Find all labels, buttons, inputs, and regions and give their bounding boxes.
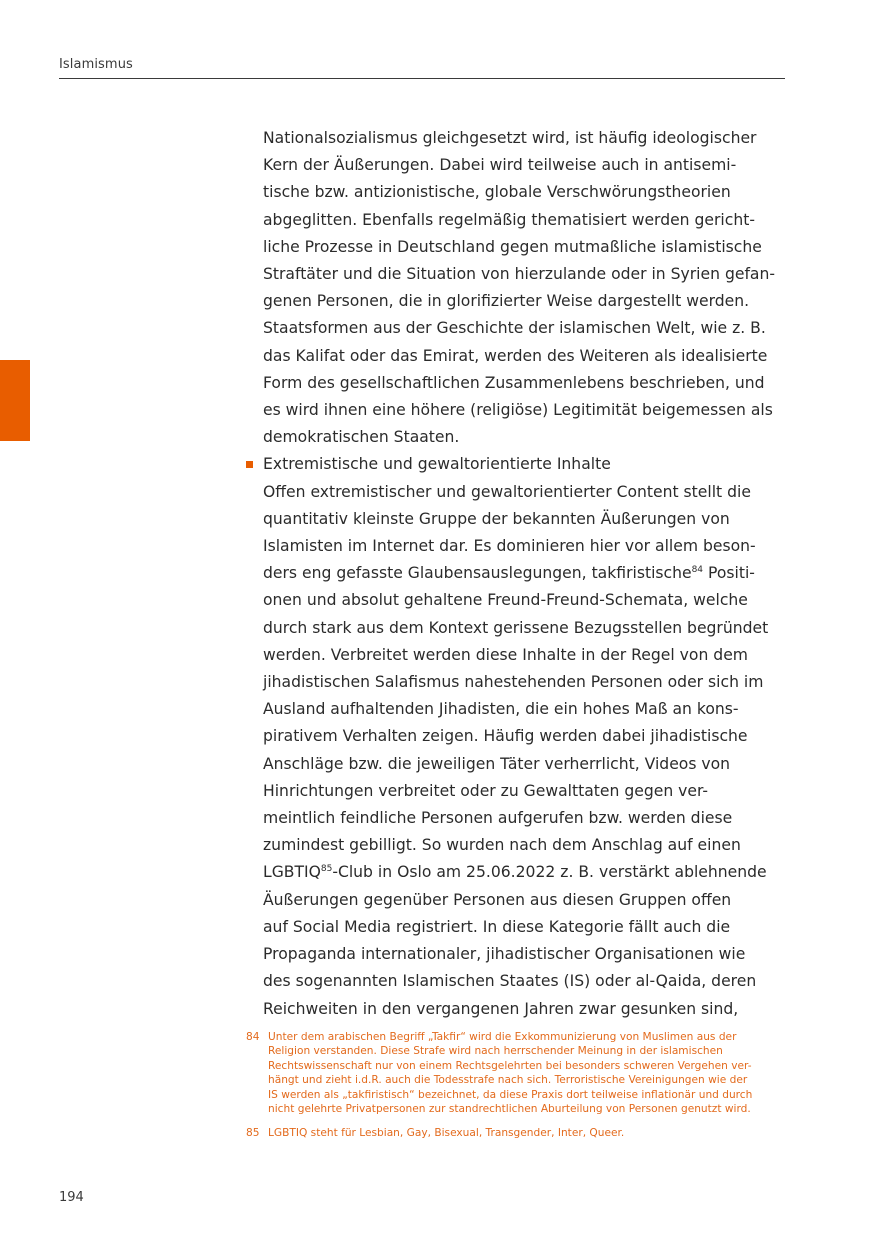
text-line: Ausland aufhaltenden Jihadisten, die ein hohes Maß an kons- [263, 700, 739, 719]
text-line: Offen extremistischer und gewaltorientierter Content stellt die [263, 482, 751, 501]
text-line: genen Personen, die in glorifizierter Weise dargestellt werden. [263, 292, 750, 311]
text-line: das Kalifat oder das Emirat, werden des Weiteren als idealisierte [263, 346, 768, 365]
text-line: quantitativ kleinste Gruppe der bekannten Äußerungen von [263, 509, 730, 528]
bullet-paragraph [263, 479, 793, 1023]
footnote-line: LGBTIQ steht für Lesbian, Gay, Bisexual, Transgender, Inter, Queer. [268, 1127, 625, 1140]
footnote-line: Unter dem arabischen Begriff „Takfir“ wird die Exkommunizierung von Muslimen aus der [268, 1031, 737, 1043]
text-segment: ders eng gefasste Glaubensauslegungen, takfiristische [263, 564, 692, 583]
footnote-line: IS werden als „takfiristisch“ bezeichnet, da diese Praxis dort teilweise inflationär und durch [268, 1088, 753, 1101]
text-line: pirativem Verhalten zeigen. Häufig werden dabei jihadistische [263, 727, 748, 746]
text-segment: LGBTIQ [263, 863, 321, 882]
page-number: 194 [59, 1190, 84, 1205]
text-segment: -Club in Oslo am 25.06.2022 z. B. verstärkt ablehnende [332, 863, 767, 882]
text-line: Kern der Äußerungen. Dabei wird teilweise auch in antisemi- [263, 156, 737, 175]
text-line: Hinrichtungen verbreitet oder zu Gewalttaten gegen ver- [263, 781, 709, 800]
text-line: Reichweiten in den vergangenen Jahren zwar gesunken sind, [263, 999, 739, 1018]
text-line: Straftäter und die Situation von hierzulande oder in Syrien gefan- [263, 265, 775, 284]
text-line: werden. Verbreitet werden diese Inhalte in der Regel von dem [263, 645, 748, 664]
header-divider [59, 78, 785, 79]
text-line: meintlich feindliche Personen aufgerufen bzw. werden diese [263, 809, 733, 828]
text-line: Anschläge bzw. die jeweiligen Täter verherrlicht, Videos von [263, 754, 731, 773]
text-segment: Positi- [703, 564, 755, 583]
text-line: es wird ihnen eine höhere (religiöse) Legitimität beigemessen als [263, 401, 773, 420]
footnote-number: 84 [246, 1031, 260, 1043]
footnote-text [268, 1030, 786, 1116]
text-line: liche Prozesse in Deutschland gegen mutmaßliche islamistische [263, 237, 762, 256]
text-line-with-footnote [263, 560, 793, 587]
text-line: Nationalsozialismus gleichgesetzt wird, ist häufig ideologischer [263, 129, 757, 147]
main-text [263, 125, 793, 1023]
text-line: jihadistischen Salafismus nahestehenden Personen oder sich im [263, 673, 764, 692]
bullet-square-icon [246, 461, 253, 468]
text-line: Staatsformen aus der Geschichte der islamischen Welt, wie z. B. [263, 319, 766, 338]
text-line: abgeglitten. Ebenfalls regelmäßig thematisiert werden gericht- [263, 210, 755, 229]
text-line: demokratischen Staaten. [263, 428, 460, 447]
footnotes [246, 1030, 786, 1151]
footnote-line: hängt und zieht i.d.R. auch die Todesstrafe nach sich. Terroristische Vereinigungen wie der [268, 1074, 748, 1087]
paragraph-continued [263, 125, 793, 451]
footnote-84 [246, 1030, 786, 1116]
text-line-with-footnote [263, 859, 793, 886]
footnote-text [268, 1126, 786, 1140]
footnote-line: Religion verstanden. Diese Strafe wird nach herrschender Meinung in der islamischen [268, 1045, 723, 1058]
text-line: auf Social Media registriert. In diese Kategorie fällt auch die [263, 917, 731, 936]
text-line: zumindest gebilligt. So wurden nach dem Anschlag auf einen [263, 836, 741, 855]
footnote-line: nicht gelehrte Privatpersonen zur standrechtlichen Aburteilung von Personen genutzt wird. [268, 1103, 751, 1116]
text-line: Propaganda internationaler, jihadistischer Organisationen wie [263, 945, 746, 964]
text-line: Äußerungen gegenüber Personen aus diesen Gruppen offen [263, 890, 732, 909]
footnote-ref-85[interactable]: 85 [320, 864, 333, 875]
chapter-side-tab [0, 360, 30, 441]
footnote-ref-84[interactable]: 84 [691, 565, 704, 576]
text-line: durch stark aus dem Kontext gerissene Bezugsstellen begründet [263, 618, 769, 637]
text-line: onen und absolut gehaltene Freund-Freund-Schemata, welche [263, 591, 748, 610]
running-header: Islamismus [59, 57, 133, 72]
bullet-item [263, 451, 793, 478]
text-line: Islamisten im Internet dar. Es dominieren hier vor allem beson- [263, 537, 756, 556]
footnote-line: Rechtswissenschaft nur von einem Rechtsgelehrten bei besonders schweren Vergehen ver- [268, 1059, 752, 1072]
text-line: Form des gesellschaftlichen Zusammenlebens beschrieben, und [263, 373, 765, 392]
text-line: tische bzw. antizionistische, globale Verschwörungstheorien [263, 183, 731, 202]
bullet-title: Extremistische und gewaltorientierte Inhalte [263, 455, 611, 474]
footnote-85 [246, 1126, 786, 1140]
footnote-number: 85 [246, 1127, 260, 1140]
text-line: des sogenannten Islamischen Staates (IS) oder al-Qaida, deren [263, 972, 757, 991]
